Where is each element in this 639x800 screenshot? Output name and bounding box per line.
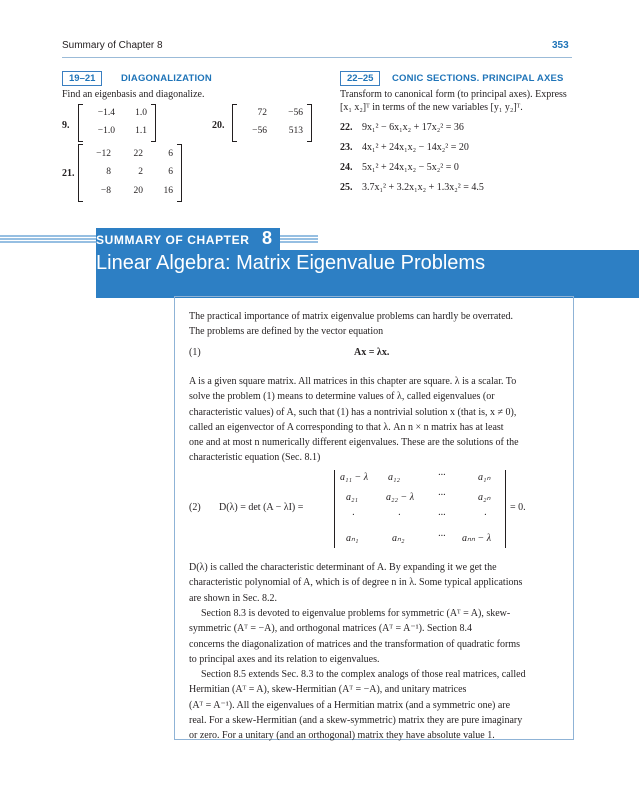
- det-cell: aₙ₂: [392, 533, 405, 544]
- text-line: solve the problem (1) means to determine values of λ, called eigenvalues (or: [189, 391, 495, 403]
- paragraph-eigenvalues: [189, 374, 559, 466]
- det-cell: a₂ₙ: [478, 492, 491, 503]
- running-head: Summary of Chapter 8: [62, 40, 163, 51]
- det-cell: a₂₂ − λ: [386, 492, 415, 503]
- text-line: called an eigenvector of A corresponding to that λ. An n × n matrix has at least: [189, 421, 504, 433]
- matrix-cell: −56: [288, 108, 303, 118]
- det-cell: ·: [398, 510, 401, 521]
- matrix-cell: 16: [163, 186, 173, 196]
- text-line: Hermitian (Aᵀ = A), skew-Hermitian (Aᵀ = −A), and unitary matrices: [189, 684, 467, 696]
- diag-section-title: DIAGONALIZATION: [121, 73, 212, 84]
- determinant-bar-right: [505, 470, 506, 548]
- matrix-cell: −1.0: [97, 126, 115, 136]
- problem-25-number: 25.: [340, 182, 353, 193]
- det-cell: ···: [438, 531, 446, 542]
- det-cell: a₁₂: [388, 472, 400, 483]
- equation-2-lhs: D(λ) = det (A − λI) =: [219, 502, 304, 513]
- matrix-cell: 72: [257, 108, 267, 118]
- det-cell: aₙ₁: [346, 533, 359, 544]
- matrix-cell: 6: [168, 167, 173, 177]
- equation-2-rhs: = 0.: [510, 502, 526, 513]
- matrix-cell: 8: [106, 167, 111, 177]
- text-line: or zero. For a unitary (and an orthogonal) matrix they have absolute value 1.: [189, 730, 495, 742]
- text-line: (Aᵀ = A⁻¹). All the eigenvalues of a Hermitian matrix (and a symmetric one) are: [189, 699, 511, 711]
- det-cell: ···: [438, 490, 446, 501]
- paragraph-symmetric: [189, 606, 559, 667]
- problem-22-equation: 9x₁² − 6x₁x₂ + 17x₂² = 36: [362, 122, 464, 133]
- problem-23-equation: 4x₁² + 24x₁x₂ − 14x₂² = 20: [362, 142, 469, 153]
- text-line: D(λ) is called the characteristic determinant of A. By expanding it we get the: [189, 562, 497, 573]
- det-cell: ···: [438, 510, 446, 521]
- page-number: 353: [552, 40, 569, 51]
- matrix-cell: −12: [96, 149, 111, 159]
- problem-24-number: 24.: [340, 162, 353, 173]
- det-cell: ···: [438, 470, 446, 481]
- matrix-cell: 22: [133, 149, 143, 159]
- matrix-problem-20: [232, 104, 312, 142]
- summary-intro: [189, 309, 559, 340]
- problem-22-number: 22.: [340, 122, 353, 133]
- matrix-cell: 6: [168, 149, 173, 159]
- paragraph-hermitian: [189, 667, 559, 743]
- matrix-cell: 1.0: [135, 108, 147, 118]
- conic-section-title: CONIC SECTIONS. PRINCIPAL AXES: [392, 73, 564, 84]
- chapter-number: 8: [262, 228, 273, 248]
- text-line: characteristic polynomial of A, which is of degree n in λ. Some typical applications: [189, 577, 523, 589]
- text-line: concerns the diagonalization of matrices and the transformation of quadratic forms: [189, 638, 520, 650]
- header-rule: [62, 57, 572, 58]
- summary-label: SUMMARY OF CHAPTER: [96, 233, 250, 247]
- matrix-cell: −56: [252, 126, 267, 136]
- problem-24-equation: 5x₁² + 24x₁x₂ − 5x₂² = 0: [362, 162, 459, 173]
- equation-1: Ax = λx.: [354, 347, 390, 358]
- text-line: characteristic equation (Sec. 8.1): [189, 452, 321, 464]
- text-line: Section 8.5 extends Sec. 8.3 to the complex analogs of those real matrices, called: [201, 669, 526, 680]
- det-cell: ·: [484, 510, 487, 521]
- matrix-cell: 2: [138, 167, 143, 177]
- diag-instruction: Find an eigenbasis and diagonalize.: [62, 89, 205, 100]
- matrix-problem-9: [78, 104, 156, 142]
- text-line: Section 8.3 is devoted to eigenvalue problems for symmetric (Aᵀ = A), skew-: [201, 608, 511, 619]
- matrix-problem-21: [78, 144, 182, 202]
- matrix-cell: −1.4: [97, 108, 115, 118]
- chapter-title: Linear Algebra: Matrix Eigenvalue Problems: [96, 252, 486, 274]
- text-line: real. For a skew-Hermitian (and a skew-symmetric) matrix they are pure imaginary: [189, 714, 523, 726]
- det-cell: a₁ₙ: [478, 472, 491, 483]
- problem-9-number: 9.: [62, 120, 70, 131]
- problem-25-equation: 3.7x₁² + 3.2x₁x₂ + 1.3x₂² = 4.5: [362, 182, 484, 193]
- equation-1-label: (1): [189, 347, 201, 358]
- conic-instruction-line-2: [x₁ x₂]ᵀ in terms of the new variables [y₁ y₂]ᵀ.: [340, 102, 523, 113]
- conic-instruction-line-1: Transform to canonical form (to principal axes). Express: [340, 89, 567, 100]
- det-cell: a₁₁ − λ: [340, 472, 369, 483]
- problem-20-number: 20.: [212, 120, 225, 131]
- paragraph-characteristic: [189, 560, 559, 606]
- text-line: to principal axes and its relation to eigenvalues.: [189, 653, 380, 665]
- determinant-bar-left: [334, 470, 335, 548]
- text-line: one and at most n numerically different eigenvalues. These are the solutions of the: [189, 437, 519, 449]
- matrix-cell: 20: [133, 186, 143, 196]
- intro-line: The problems are defined by the vector equation: [189, 326, 384, 338]
- text-line: characteristic values) of A, such that (1) has a nontrivial solution x (that is, x ≠ 0),: [189, 406, 517, 418]
- text-line: are shown in Sec. 8.2.: [189, 592, 278, 604]
- intro-line: The practical importance of matrix eigenvalue problems can hardly be overrated.: [189, 311, 514, 322]
- problem-21-number: 21.: [62, 168, 75, 179]
- problem-23-number: 23.: [340, 142, 353, 153]
- text-line: symmetric (Aᵀ = −A), and orthogonal matrices (Aᵀ = A⁻¹). Section 8.4: [189, 623, 472, 635]
- matrix-cell: 513: [288, 126, 303, 136]
- det-cell: a₂₁: [346, 492, 358, 503]
- equation-2-label: (2): [189, 502, 201, 513]
- diag-range-badge: 19–21: [62, 71, 102, 86]
- text-line: A is a given square matrix. All matrices in this chapter are square. λ is a scalar. To: [189, 376, 517, 387]
- det-cell: ·: [352, 510, 355, 521]
- det-cell: aₙₙ − λ: [462, 533, 492, 544]
- matrix-cell: 1.1: [135, 126, 147, 136]
- conic-range-badge: 22–25: [340, 71, 380, 86]
- matrix-cell: −8: [100, 186, 111, 196]
